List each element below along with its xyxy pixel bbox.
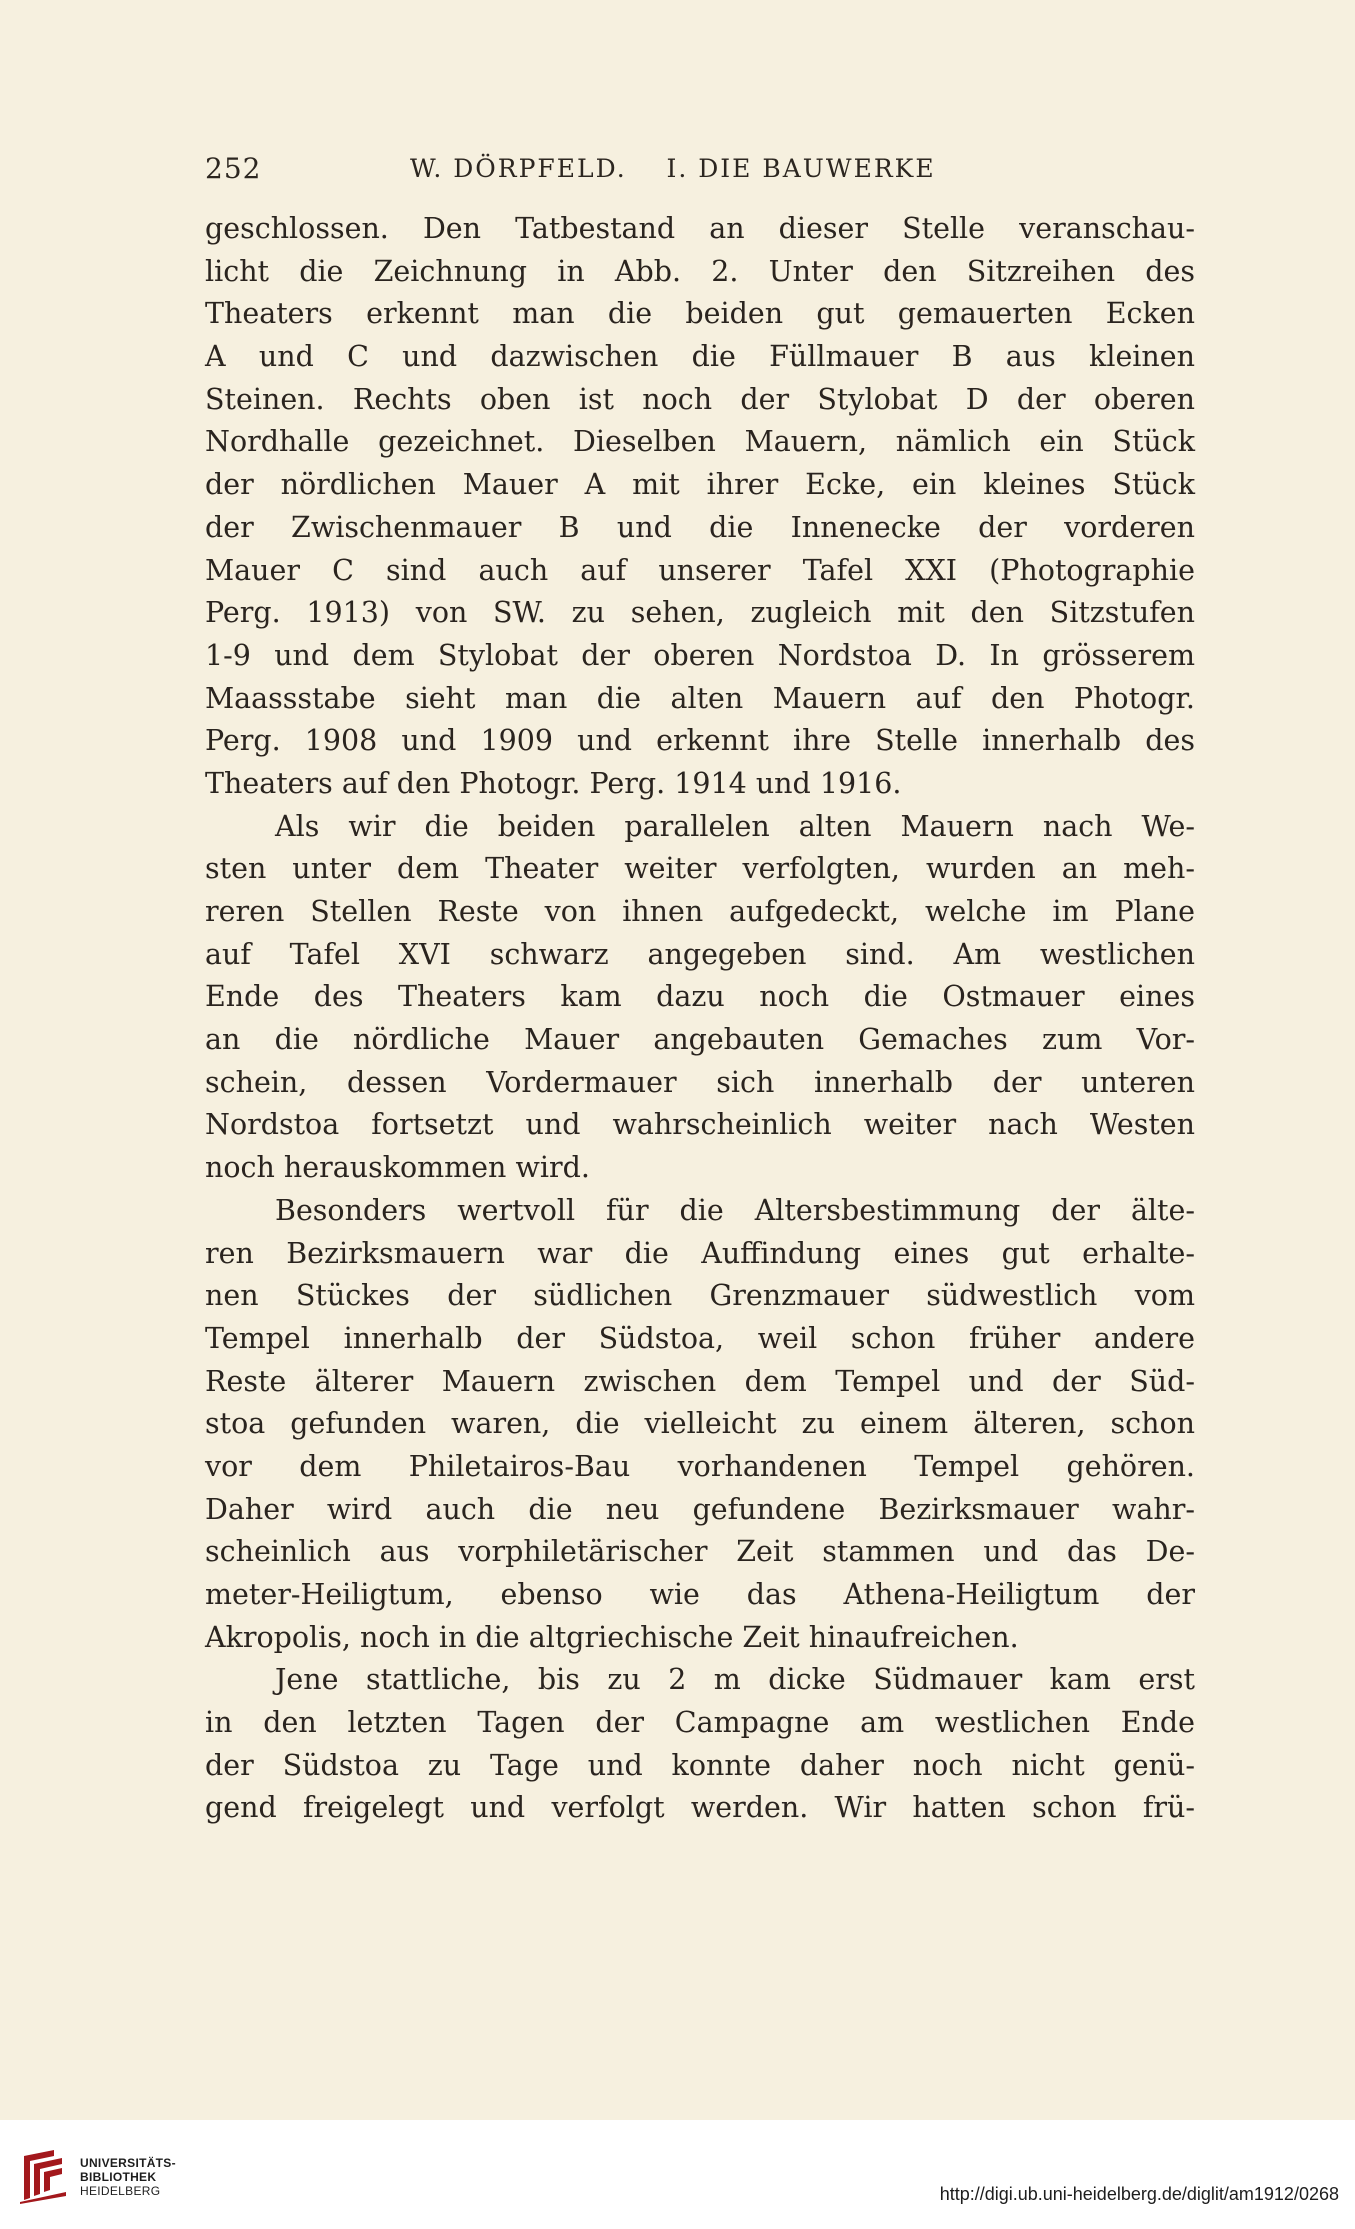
- library-name-line: UNIVERSITÄTS-: [80, 2156, 176, 2170]
- text-line: Theaters erkennt man die beiden gut gemauerten Ecken: [205, 297, 1195, 331]
- text-line: scheinlich aus vorphiletärischer Zeit stammen und das De-: [205, 1535, 1195, 1569]
- text-line: der nördlichen Mauer A mit ihrer Ecke, ein kleines Stück: [205, 468, 1195, 502]
- text-line: ren Bezirksmauern war die Auffindung eines gut erhalte-: [205, 1236, 1195, 1270]
- text-line: Nordstoa fortsetzt und wahrscheinlich weiter nach Westen: [205, 1108, 1195, 1142]
- text-line: auf Tafel XVI schwarz angegeben sind. Am westlichen: [205, 937, 1195, 971]
- text-line: der Zwischenmauer B und die Innenecke der vorderen: [205, 510, 1195, 544]
- text-line: gend freigelegt und verfolgt werden. Wir hatten schon frü-: [205, 1791, 1195, 1825]
- text-line: Besonders wertvoll für die Altersbestimmung der älte-: [275, 1193, 1195, 1227]
- running-title: W. DÖRPFELD. I. DIE BAUWERKE: [410, 154, 936, 183]
- text-line: sten unter dem Theater weiter verfolgten, wurden an meh-: [205, 852, 1195, 886]
- text-line: Perg. 1913) von SW. zu sehen, zugleich mit den Sitzstufen: [205, 596, 1195, 630]
- text-line: Akropolis, noch in die altgriechische Zeit hinaufreichen.: [205, 1620, 1019, 1654]
- text-line: licht die Zeichnung in Abb. 2. Unter den Sitzreihen des: [205, 254, 1195, 288]
- library-name: [80, 2156, 176, 2198]
- text-line: Theaters auf den Photogr. Perg. 1914 und 1916.: [205, 766, 902, 800]
- library-name-line: HEIDELBERG: [80, 2184, 161, 2198]
- text-line: Als wir die beiden parallelen alten Mauern nach We-: [275, 809, 1195, 843]
- text-line: Perg. 1908 und 1909 und erkennt ihre Stelle innerhalb des: [205, 724, 1195, 758]
- running-head: [205, 152, 1160, 192]
- text-line: Daher wird auch die neu gefundene Bezirksmauer wahr-: [205, 1492, 1195, 1526]
- text-line: Tempel innerhalb der Südstoa, weil schon früher andere: [205, 1321, 1195, 1355]
- body-text: [205, 208, 1195, 1830]
- text-line: Ende des Theaters kam dazu noch die Ostmauer eines: [205, 980, 1195, 1014]
- text-line: A und C und dazwischen die Füllmauer B aus kleinen: [205, 340, 1195, 374]
- text-line: meter-Heiligtum, ebenso wie das Athena-Heiligtum der: [205, 1578, 1195, 1611]
- text-line: nen Stückes der südlichen Grenzmauer südwestlich vom: [205, 1279, 1195, 1313]
- text-line: Nordhalle gezeichnet. Dieselben Mauern, nämlich ein Stück: [205, 425, 1195, 459]
- text-line: an die nördliche Mauer angebauten Gemaches zum Vor-: [205, 1023, 1195, 1057]
- page-number: 252: [205, 152, 262, 185]
- text-line: der Südstoa zu Tage und konnte daher noch nicht genü-: [205, 1748, 1195, 1782]
- library-name-line: BIBLIOTHEK: [80, 2170, 157, 2184]
- text-line: reren Stellen Reste von ihnen aufgedeckt, welche im Plane: [205, 895, 1195, 928]
- text-line: Mauer C sind auch auf unserer Tafel XXI (Photographie: [205, 553, 1195, 587]
- source-url-link[interactable]: http://digi.ub.uni-heidelberg.de/diglit/am1912/0268: [939, 2184, 1339, 2204]
- library-logo-icon: [18, 2146, 68, 2204]
- text-line: Reste älterer Mauern zwischen dem Tempel und der Süd-: [205, 1364, 1195, 1398]
- text-line: geschlossen. Den Tatbestand an dieser Stelle veranschau-: [205, 212, 1195, 245]
- text-line: schein, dessen Vordermauer sich innerhalb der unteren: [205, 1065, 1195, 1099]
- text-line: 1-9 und dem Stylobat der oberen Nordstoa D. In grösserem: [205, 638, 1195, 672]
- text-line: Maassstabe sieht man die alten Mauern auf den Photogr.: [205, 681, 1195, 715]
- viewer-footer: [0, 2120, 1355, 2229]
- text-line: in den letzten Tagen der Campagne am westlichen Ende: [205, 1706, 1195, 1740]
- text-line: vor dem Philetairos-Bau vorhandenen Tempel gehören.: [205, 1449, 1195, 1483]
- text-line: Jene stattliche, bis zu 2 m dicke Südmauer kam erst: [275, 1663, 1195, 1697]
- text-line: Steinen. Rechts oben ist noch der Stylobat D der oberen: [205, 382, 1195, 416]
- text-line: stoa gefunden waren, die vielleicht zu einem älteren, schon: [205, 1407, 1195, 1441]
- text-line: noch herauskommen wird.: [205, 1151, 590, 1185]
